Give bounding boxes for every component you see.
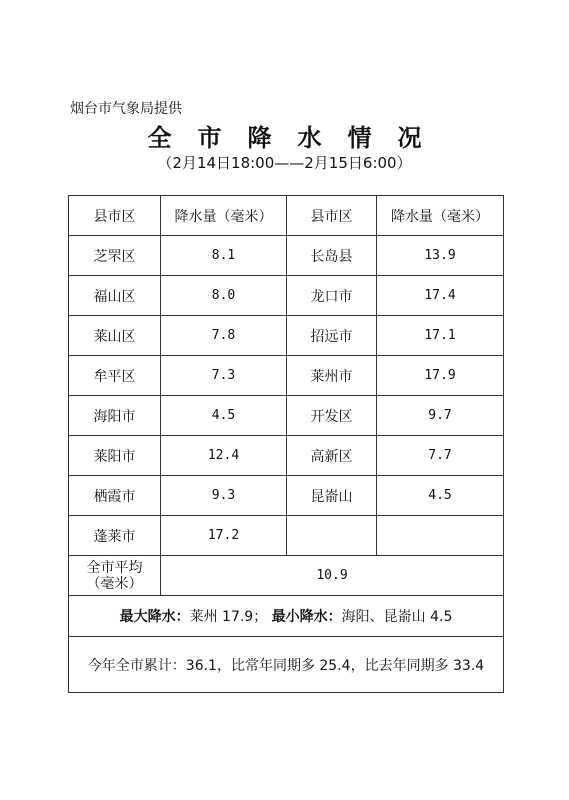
- table-row: [69, 316, 504, 356]
- precip-cell-empty: [377, 516, 504, 556]
- extremes-cell: [69, 596, 504, 637]
- min-precip-label: 最小降水：: [271, 609, 342, 625]
- header-precip-left: 降水量（毫米）: [161, 196, 287, 236]
- period-subtitle: （2月14日18:00——2月15日6:00）: [157, 154, 412, 172]
- district-cell-empty: [287, 516, 377, 556]
- extremes-row: [69, 596, 504, 637]
- precip-cell: 17.2: [161, 516, 287, 556]
- max-precip-value: 莱州 17.9；: [189, 609, 268, 625]
- header-district-right: 县市区: [287, 196, 377, 236]
- district-cell: 福山区: [69, 276, 161, 316]
- table-row: [69, 276, 504, 316]
- district-cell: 龙口市: [287, 276, 377, 316]
- precip-cell: 7.8: [161, 316, 287, 356]
- district-cell: 海阳市: [69, 396, 161, 436]
- min-precip-value: 海阳、昆嵛山 4.5: [341, 609, 453, 625]
- district-cell: 莱山区: [69, 316, 161, 356]
- table-row: [69, 356, 504, 396]
- average-value: 10.9: [161, 556, 504, 596]
- average-label: [69, 556, 161, 596]
- district-cell: 昆嵛山: [287, 476, 377, 516]
- header-district-left: 县市区: [69, 196, 161, 236]
- average-row: [69, 556, 504, 596]
- precip-cell: 13.9: [377, 236, 504, 276]
- district-cell: 莱州市: [287, 356, 377, 396]
- district-cell: 栖霞市: [69, 476, 161, 516]
- table-header-row: [69, 196, 504, 236]
- precip-cell: 7.7: [377, 436, 504, 476]
- header-precip-right: 降水量（毫米）: [377, 196, 504, 236]
- table-row: [69, 396, 504, 436]
- max-precip-label: 最大降水：: [119, 609, 190, 625]
- table-row: [69, 516, 504, 556]
- precip-cell: 8.0: [161, 276, 287, 316]
- average-label-line1: 全市平均: [86, 559, 143, 576]
- page-title: 全市降水情况: [147, 123, 448, 152]
- precip-cell: 9.3: [161, 476, 287, 516]
- precip-cell: 17.9: [377, 356, 504, 396]
- table-row: [69, 436, 504, 476]
- district-cell: 长岛县: [287, 236, 377, 276]
- precip-cell: 4.5: [377, 476, 504, 516]
- table-row: [69, 236, 504, 276]
- district-cell: 蓬莱市: [69, 516, 161, 556]
- cumulative-cell: 今年全市累计：36.1，比常年同期多 25.4，比去年同期多 33.4: [69, 637, 504, 693]
- district-cell: 高新区: [287, 436, 377, 476]
- precip-cell: 12.4: [161, 436, 287, 476]
- district-cell: 开发区: [287, 396, 377, 436]
- district-cell: 芝罘区: [69, 236, 161, 276]
- district-cell: 莱阳市: [69, 436, 161, 476]
- precip-cell: 17.4: [377, 276, 504, 316]
- precip-cell: 7.3: [161, 356, 287, 396]
- source-label: 烟台市气象局提供: [70, 101, 182, 117]
- district-cell: 牟平区: [69, 356, 161, 396]
- table-row: [69, 476, 504, 516]
- cumulative-row: [69, 637, 504, 693]
- precip-cell: 4.5: [161, 396, 287, 436]
- precip-cell: 8.1: [161, 236, 287, 276]
- precip-cell: 9.7: [377, 396, 504, 436]
- precip-cell: 17.1: [377, 316, 504, 356]
- district-cell: 招远市: [287, 316, 377, 356]
- average-label-line2: （毫米）: [86, 575, 143, 592]
- precipitation-table: [68, 195, 504, 693]
